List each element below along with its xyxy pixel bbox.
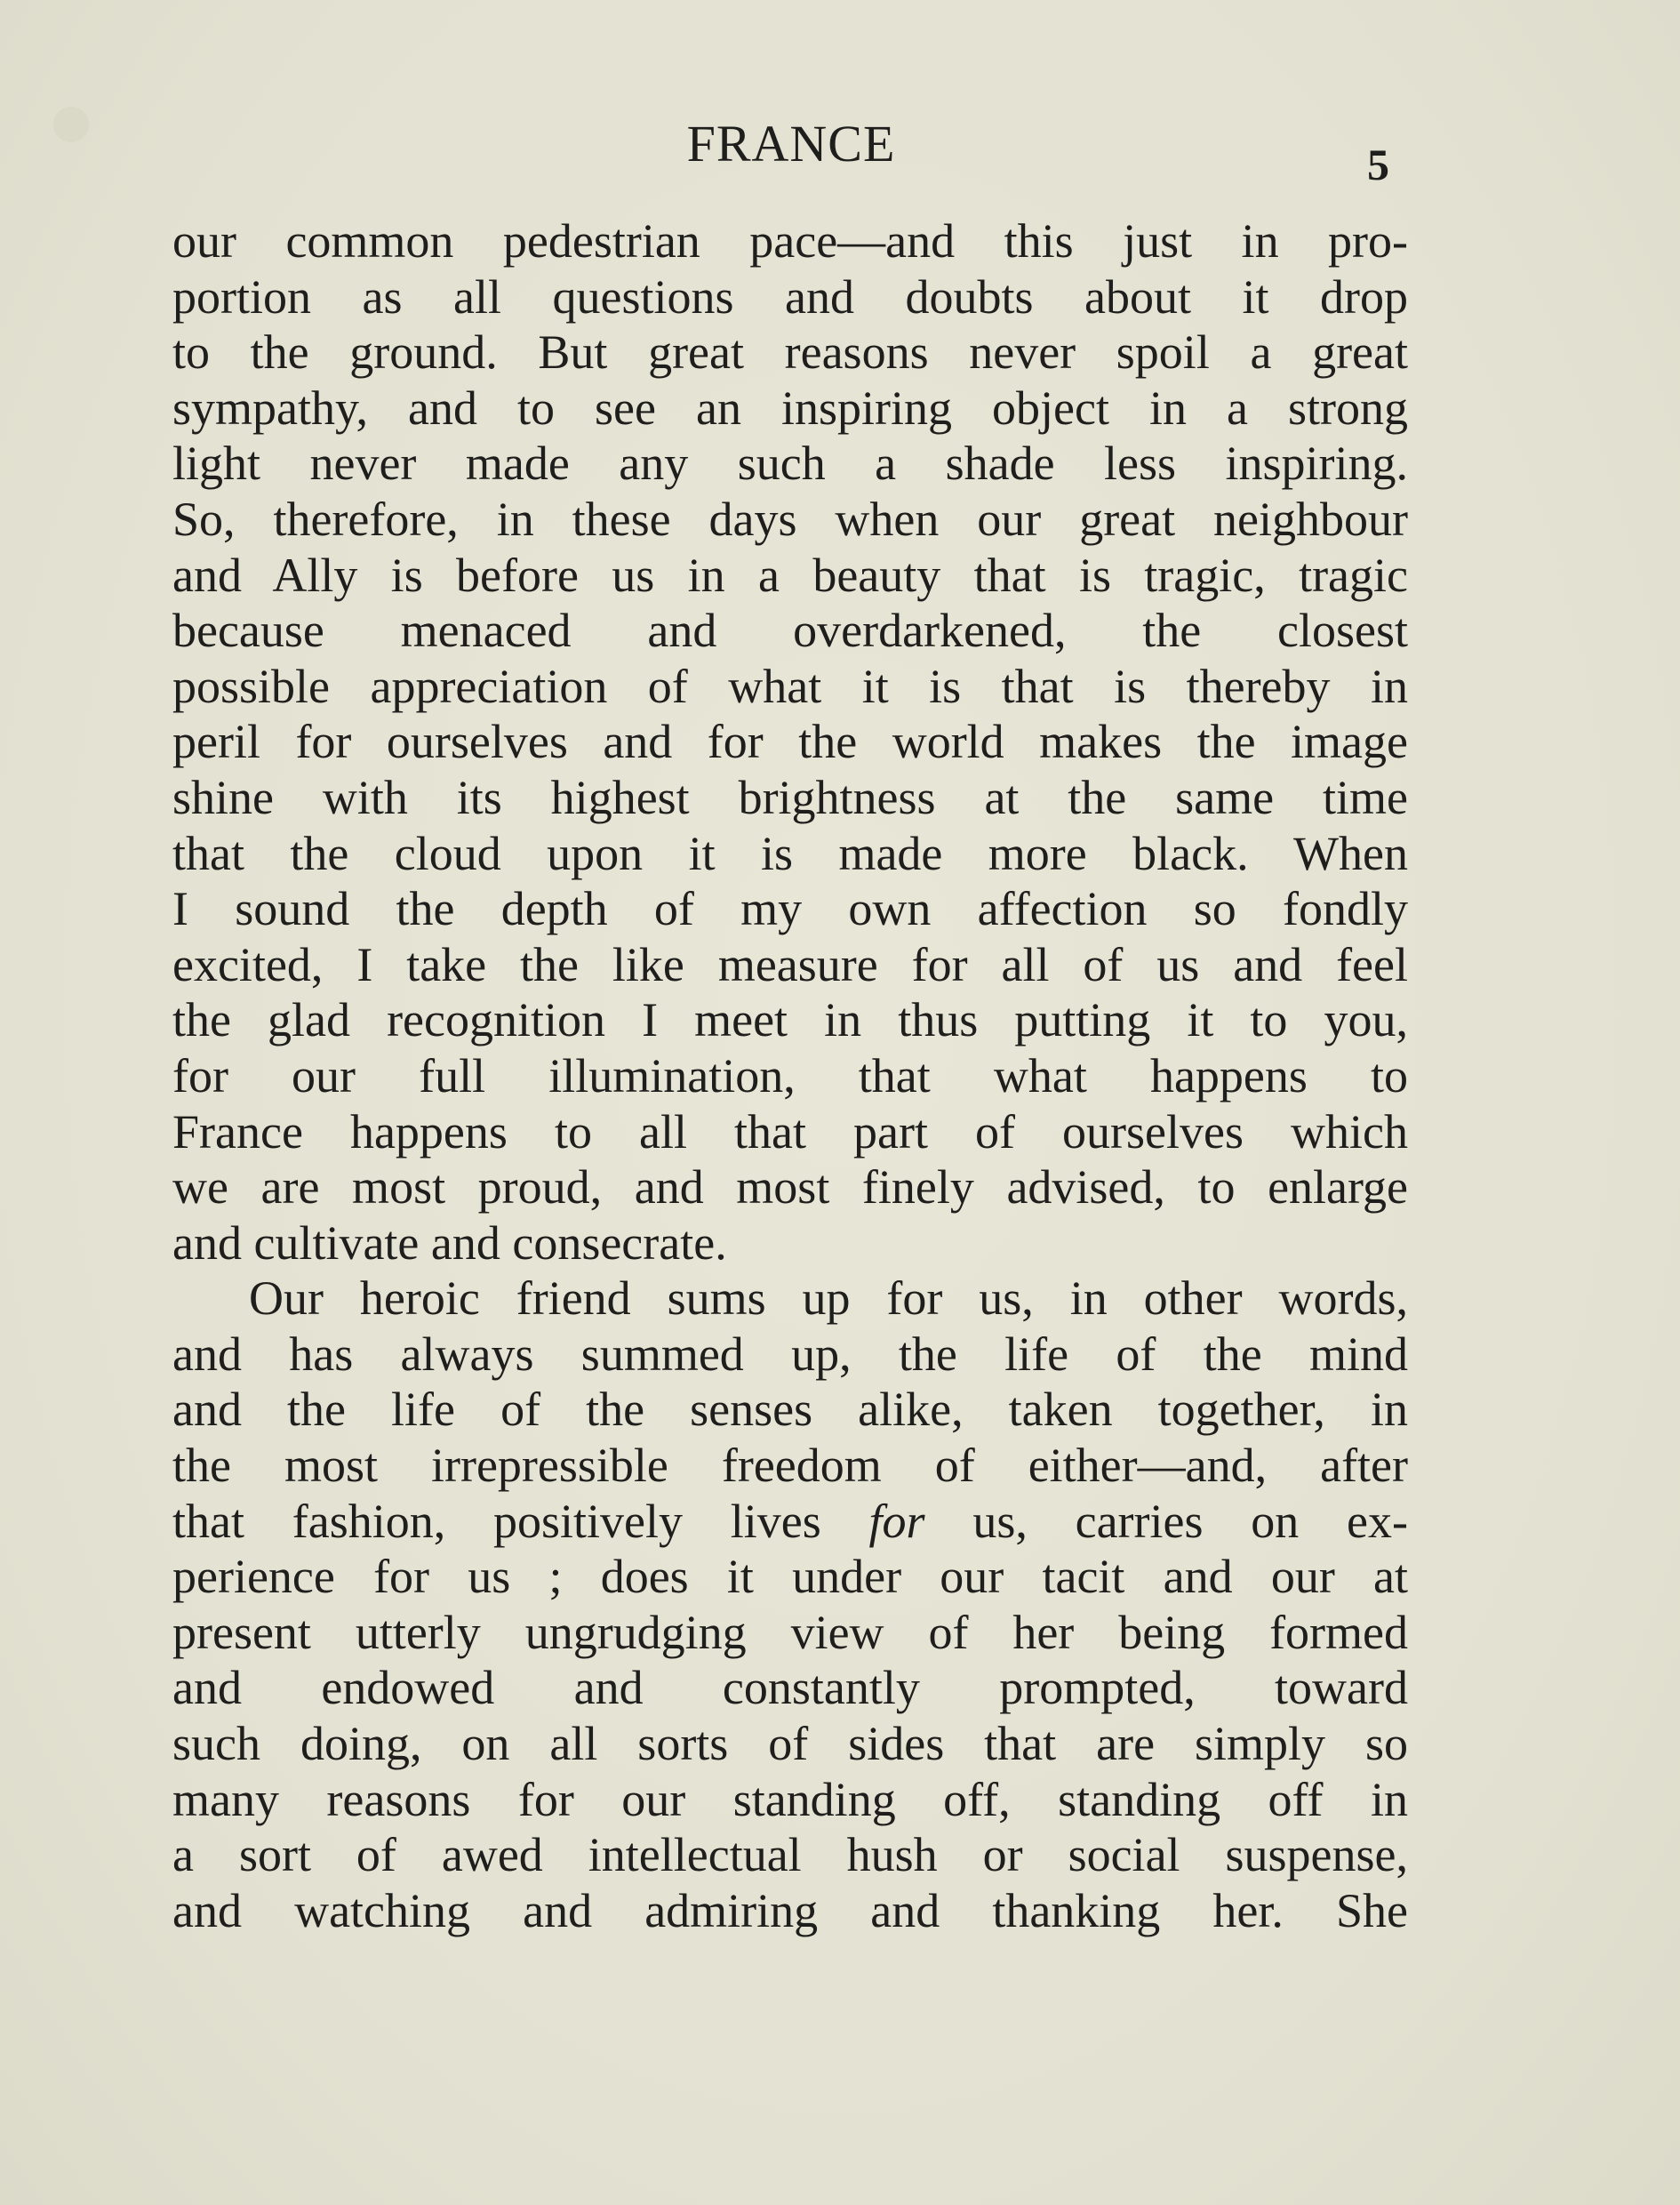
text-line: Our heroic friend sums up for us, in other words, xyxy=(249,1271,1408,1326)
text-line: and watching and admiring and thanking her. She xyxy=(172,1883,1408,1937)
text-line: and Ally is before us in a beauty that is tragic, tragic xyxy=(172,548,1408,602)
text-line: I sound the depth of my own affection so fondly xyxy=(172,882,1408,936)
text-line: portion as all questions and doubts about it drop xyxy=(172,269,1408,324)
text-line: perience for us ; does it under our tacit and our at xyxy=(172,1550,1408,1604)
paragraph-1 xyxy=(172,213,1408,1271)
text-line: peril for ourselves and for the world makes the image xyxy=(172,715,1408,769)
text-line: light never made any such a shade less inspiring. xyxy=(172,437,1408,491)
running-head-title: FRANCE xyxy=(686,115,896,172)
text-line: that the cloud upon it is made more black. When xyxy=(172,826,1408,880)
text-line: and cultivate and consecrate. xyxy=(172,1215,727,1270)
text-line: excited, I take the like measure for all of us and feel xyxy=(172,937,1408,991)
text-line: because menaced and overdarkened, the closest xyxy=(172,604,1408,658)
text-line: such doing, on all sorts of sides that are simply so xyxy=(172,1717,1408,1771)
text-line: we are most proud, and most finely advised, to enlarge xyxy=(172,1160,1408,1215)
emphasis: for xyxy=(868,1494,925,1548)
text-line: and the life of the senses alike, taken together, in xyxy=(172,1383,1408,1437)
paragraph-2 xyxy=(172,1271,1408,1938)
text-line: a sort of awed intellectual hush or social suspense, xyxy=(172,1828,1408,1882)
body-text xyxy=(172,213,1408,1938)
text-line: and endowed and constantly prompted, toward xyxy=(172,1661,1408,1715)
text-line: for our full illumination, that what happens to xyxy=(172,1048,1408,1102)
text-line: possible appreciation of what it is that is thereby in xyxy=(172,659,1408,713)
text-line: France happens to all that part of ourselves which xyxy=(172,1104,1408,1159)
text-line: many reasons for our standing off, standing off in xyxy=(172,1772,1408,1826)
text-line: sympathy, and to see an inspiring object in a strong xyxy=(172,381,1408,435)
running-head xyxy=(0,114,1680,189)
text-line: So, therefore, in these days when our great neighbour xyxy=(172,492,1408,546)
text-line: and has always summed up, the life of the mind xyxy=(172,1327,1408,1381)
text-line: the glad recognition I meet in thus putting it to you, xyxy=(172,993,1408,1047)
page-number: 5 xyxy=(1367,140,1389,189)
text-line: the most irrepressible freedom of either—and, after xyxy=(172,1439,1408,1493)
text-line: present utterly ungrudging view of her being formed xyxy=(172,1605,1408,1659)
text-line: that fashion, positively lives for us, carries on ex- xyxy=(172,1494,1408,1548)
text-line: our common pedestrian pace—and this just in pro- xyxy=(172,214,1408,268)
text-line: shine with its highest brightness at the same time xyxy=(172,770,1408,824)
text-line: to the ground. But great reasons never spoil a great xyxy=(172,325,1408,380)
